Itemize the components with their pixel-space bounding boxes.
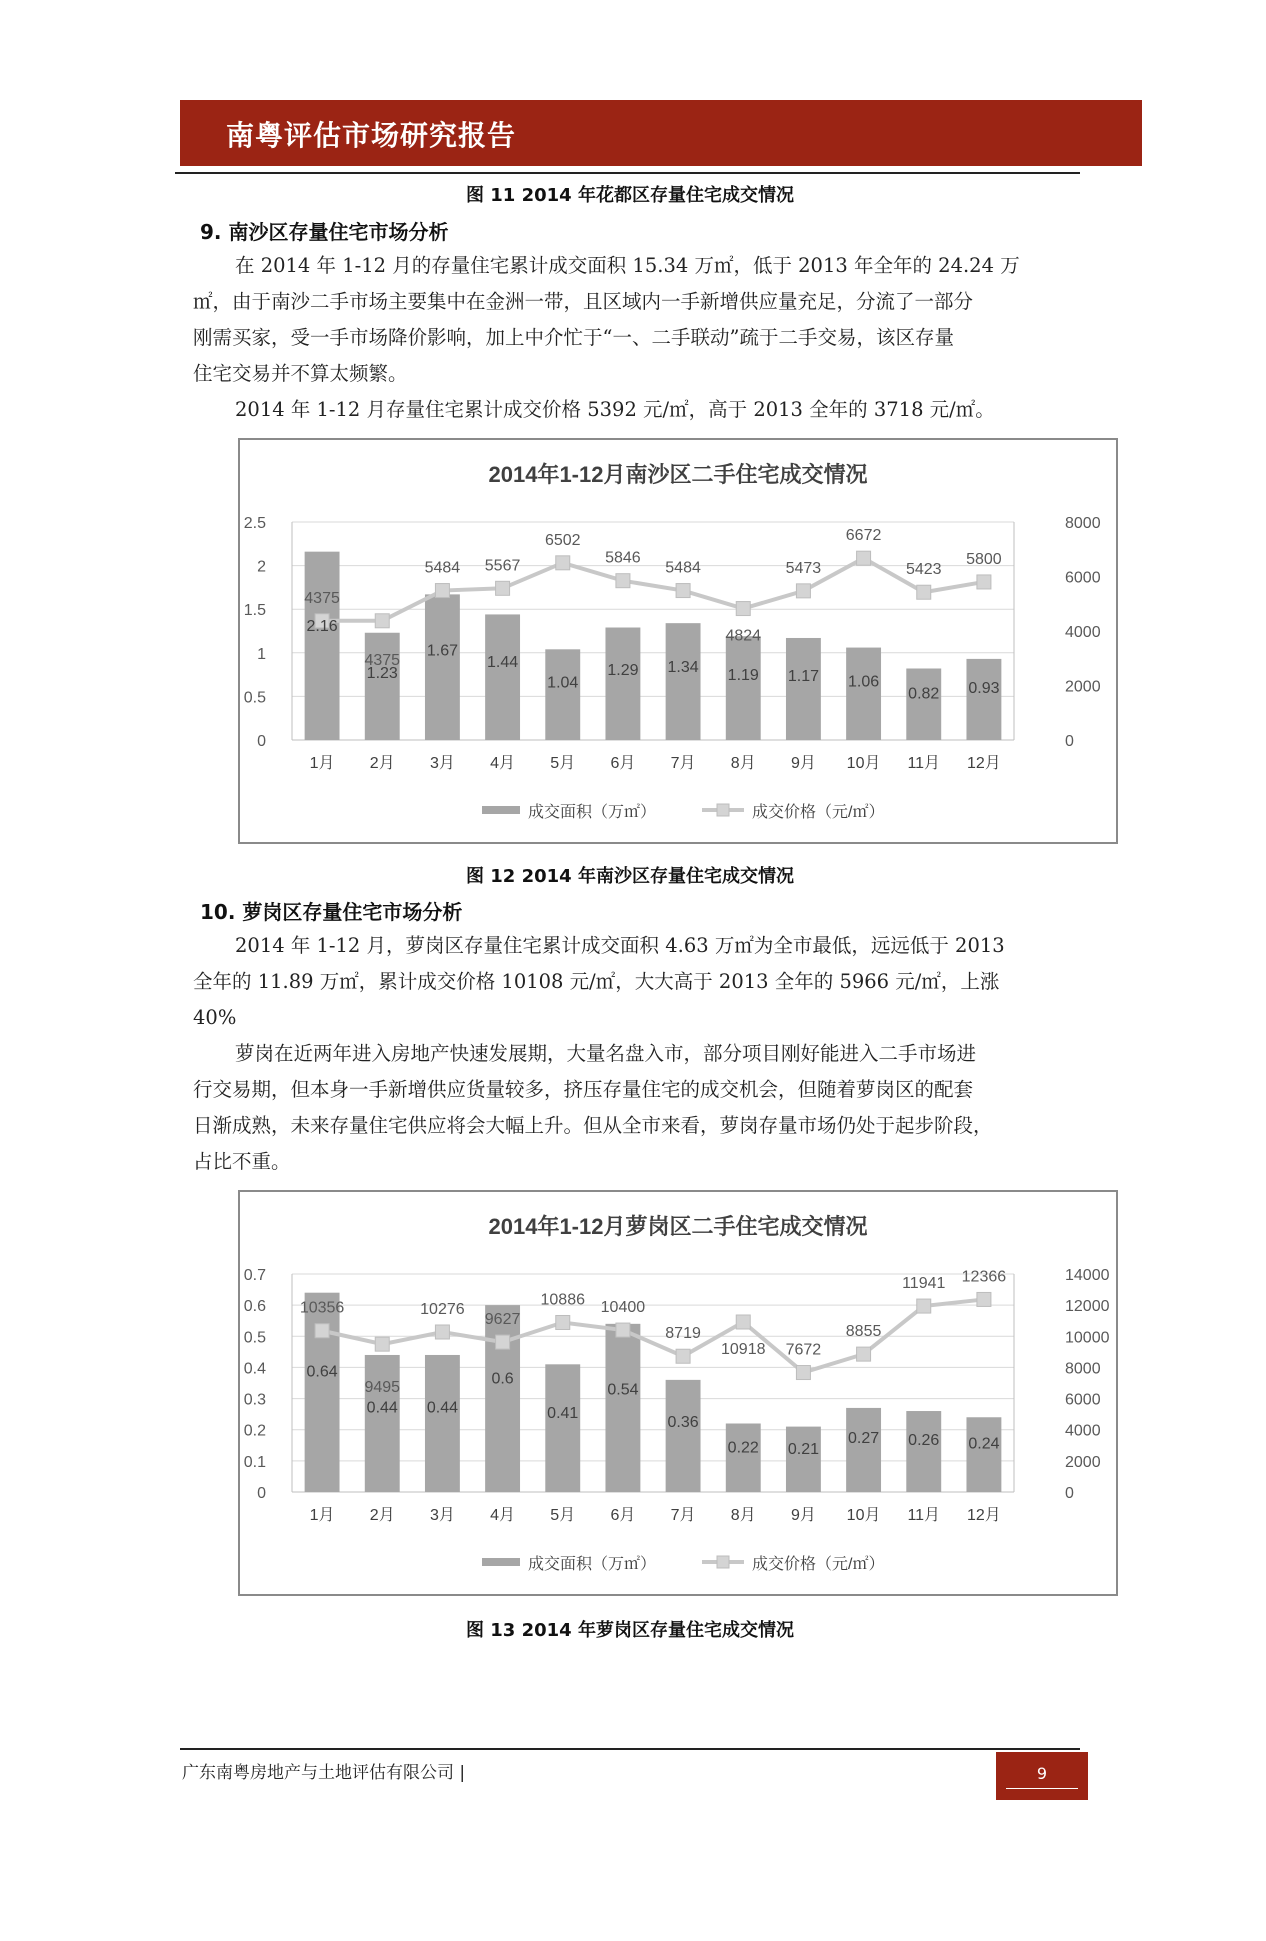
x-tick-label: 9月 (790, 1507, 816, 1524)
line-data-label: 8719 (665, 1325, 701, 1343)
bar-data-label: 0.44 (366, 1399, 398, 1417)
line-data-label: 5484 (424, 559, 461, 577)
line-data-label: 8855 (845, 1323, 882, 1341)
price-point (917, 1299, 931, 1313)
line-data-label: 9495 (364, 1379, 401, 1397)
line-data-label: 4824 (725, 627, 762, 645)
price-point (676, 1349, 690, 1363)
price-point (676, 584, 690, 598)
y-left-tick-label: 1.5 (243, 602, 266, 620)
luogang-chart-canvas (240, 1192, 1116, 1594)
report-header-bar (180, 100, 1142, 166)
line-data-label: 10356 (299, 1299, 345, 1317)
bar (545, 649, 580, 740)
legend-line-label: 成交价格（元/㎡） (752, 1556, 885, 1573)
legend-line-marker (717, 1556, 729, 1568)
y-right-tick-label: 2000 (1065, 678, 1101, 696)
bar-data-label: 0.64 (306, 1363, 338, 1381)
y-left-tick-label: 0.5 (243, 689, 266, 707)
page-number-badge (996, 1752, 1088, 1800)
section-10-p2-line-1: 萝岗在近两年进入房地产快速发展期，大量名盘入市，部分项目刚好能进入二手市场进 (235, 1042, 977, 1065)
bar (906, 1411, 941, 1492)
y-left-tick-label: 0.4 (243, 1360, 266, 1378)
price-point (917, 585, 931, 599)
y-left-tick-label: 0 (257, 733, 266, 750)
price-point (796, 1366, 810, 1380)
y-right-tick-label: 12000 (1065, 1298, 1110, 1316)
line-data-label: 11941 (902, 1275, 946, 1293)
x-tick-label: 11月 (907, 1507, 941, 1524)
line-data-label: 5567 (484, 557, 521, 575)
bar (726, 1423, 761, 1492)
section-9-heading: 9. 南沙区存量住宅市场分析 (200, 220, 449, 244)
section-10-line-3: 40% (193, 1006, 237, 1029)
legend-bar-swatch (482, 1558, 520, 1566)
price-point (796, 584, 810, 598)
bar-data-label: 0.82 (908, 685, 940, 703)
section-10-p2-line-3: 日渐成熟，未来存量住宅供应将会大幅上升。但从全市来看，萝岗存量市场仍处于起步阶段， (193, 1114, 993, 1137)
price-point (496, 1335, 510, 1349)
bar (846, 648, 881, 740)
y-left-tick-label: 0.6 (243, 1298, 266, 1316)
line-data-label: 9627 (484, 1311, 521, 1329)
x-tick-label: 11月 (907, 755, 941, 772)
bar-data-label: 0.21 (787, 1441, 819, 1459)
line-data-label: 4375 (304, 589, 340, 607)
x-tick-label: 12月 (967, 755, 1001, 772)
y-left-tick-label: 0.1 (243, 1453, 266, 1471)
y-left-tick-label: 0.7 (243, 1267, 266, 1284)
section-9-line-1: 在 2014 年 1-12 月的存量住宅累计成交面积 15.34 万㎡，低于 2013 年全年的 24.24 万 (235, 254, 1020, 277)
section-9-paragraph-1 (193, 248, 1073, 392)
x-tick-label: 5月 (550, 755, 576, 772)
line-data-label: 5484 (665, 559, 701, 577)
line-data-label: 5473 (785, 559, 822, 577)
x-tick-label: 6月 (610, 755, 636, 772)
x-tick-label: 1月 (309, 755, 335, 772)
y-right-tick-label: 10000 (1065, 1329, 1110, 1347)
price-point (556, 556, 570, 570)
price-line (322, 558, 984, 621)
bar (365, 1355, 400, 1492)
section-9-line-2: ㎡，由于南沙二手市场主要集中在金洲一带，且区域内一手新增供应量充足，分流了一部分 (193, 290, 974, 313)
price-point (315, 1324, 329, 1338)
bar (545, 1364, 580, 1492)
report-title: 南粤评估市场研究报告 (226, 119, 517, 152)
price-point (496, 581, 510, 595)
y-left-tick-label: 2 (257, 558, 266, 576)
bar-data-label: 1.17 (787, 667, 819, 685)
bar-data-label: 0.41 (547, 1404, 579, 1422)
y-right-tick-label: 8000 (1065, 515, 1101, 532)
x-tick-label: 9月 (790, 755, 816, 772)
x-tick-label: 2月 (369, 1507, 395, 1524)
nansha-chart (238, 438, 1118, 844)
x-tick-label: 7月 (670, 1507, 696, 1524)
y-right-tick-label: 4000 (1065, 624, 1101, 641)
bar-data-label: 0.26 (908, 1432, 940, 1450)
footer-company: 广东南粤房地产与土地评估有限公司 | (182, 1763, 466, 1783)
price-point (857, 551, 871, 565)
price-point (435, 584, 449, 598)
bar (305, 1293, 340, 1492)
price-point (556, 1315, 570, 1329)
bar (846, 1408, 881, 1492)
bar-data-label: 0.22 (727, 1439, 759, 1457)
line-data-label: 10886 (540, 1291, 585, 1309)
price-point (736, 1315, 750, 1329)
chart-title: 2014年1-12月萝岗区二手住宅成交情况 (488, 1214, 868, 1239)
x-tick-label: 8月 (730, 1507, 756, 1524)
price-point (616, 574, 630, 588)
legend-bar-label: 成交面积（万㎡） (528, 804, 657, 821)
bar (485, 1305, 520, 1492)
bar-data-label: 1.34 (667, 659, 699, 677)
bar (966, 1417, 1001, 1492)
legend-bar-swatch (482, 806, 520, 814)
price-point (375, 614, 389, 628)
bar (605, 628, 640, 740)
section-10-line-1: 2014 年 1-12 月，萝岗区存量住宅累计成交面积 4.63 万㎡为全市最低，远远低于 2013 (235, 934, 1005, 957)
x-tick-label: 7月 (670, 755, 696, 772)
bar (425, 1355, 460, 1492)
page-number: 9 (1036, 1764, 1048, 1783)
line-data-label: 5423 (905, 561, 942, 579)
line-data-label: 6502 (544, 531, 581, 549)
x-tick-label: 4月 (490, 1507, 516, 1524)
x-tick-label: 5月 (550, 1507, 576, 1524)
x-tick-label: 1月 (309, 1507, 335, 1524)
y-right-tick-label: 0 (1065, 1485, 1074, 1502)
bar-data-label: 1.67 (426, 642, 458, 660)
bar-data-label: 0.54 (607, 1381, 639, 1399)
bar (666, 623, 701, 740)
x-tick-label: 10月 (846, 1507, 881, 1524)
nansha-chart-canvas (240, 440, 1116, 842)
line-data-label: 10400 (600, 1299, 646, 1317)
header-divider (175, 172, 1080, 174)
price-point (736, 602, 750, 616)
line-data-label: 10918 (721, 1340, 766, 1358)
y-right-tick-label: 6000 (1065, 569, 1101, 587)
bar-data-label: 0.36 (667, 1413, 699, 1431)
section-10-paragraph-1 (193, 928, 1073, 1036)
y-right-tick-label: 8000 (1065, 1360, 1101, 1378)
x-tick-label: 10月 (846, 755, 881, 772)
price-point (977, 1292, 991, 1306)
line-data-label: 10276 (420, 1300, 465, 1318)
bar (966, 659, 1001, 740)
legend-line-label: 成交价格（元/㎡） (752, 804, 885, 821)
footer-divider (180, 1748, 1080, 1750)
bar-data-label: 0.6 (491, 1370, 514, 1388)
bar-data-label: 0.44 (426, 1399, 458, 1417)
line-data-label: 12366 (961, 1268, 1007, 1286)
bar (485, 614, 520, 740)
y-left-tick-label: 0.3 (243, 1391, 266, 1409)
figure-12-caption: 图 12 2014 年南沙区存量住宅成交情况 (466, 866, 794, 887)
bar (666, 1380, 701, 1492)
x-tick-label: 8月 (730, 755, 756, 772)
line-data-label: 4375 (364, 651, 401, 669)
y-left-tick-label: 0.5 (243, 1329, 266, 1347)
y-right-tick-label: 6000 (1065, 1391, 1101, 1409)
section-9-line-3: 刚需买家，受一手市场降价影响，加上中介忙于“一、二手联动”疏于二手交易，该区存量 (193, 326, 954, 349)
bar (365, 633, 400, 740)
bar (605, 1324, 640, 1492)
line-data-label: 6672 (845, 527, 882, 545)
bar (305, 552, 340, 740)
price-point (857, 1347, 871, 1361)
chart-title: 2014年1-12月南沙区二手住宅成交情况 (488, 462, 868, 487)
y-left-tick-label: 0 (257, 1485, 266, 1502)
bar-data-label: 2.16 (306, 617, 338, 635)
bar-data-label: 0.93 (968, 679, 1000, 697)
bar-data-label: 1.29 (607, 661, 639, 679)
price-point (435, 1325, 449, 1339)
line-data-label: 5846 (605, 549, 641, 567)
x-tick-label: 4月 (490, 755, 516, 772)
bar (425, 594, 460, 740)
bar (906, 668, 941, 740)
x-tick-label: 2月 (369, 755, 395, 772)
y-right-tick-label: 4000 (1065, 1422, 1101, 1440)
luogang-chart (238, 1190, 1118, 1596)
figure-13-caption: 图 13 2014 年萝岗区存量住宅成交情况 (466, 1620, 794, 1641)
bar-data-label: 1.04 (547, 674, 579, 692)
legend-line-marker (717, 804, 729, 816)
y-left-tick-label: 1 (257, 645, 266, 663)
line-data-label: 7672 (785, 1341, 822, 1359)
y-right-tick-label: 0 (1065, 733, 1074, 750)
price-point (375, 1337, 389, 1351)
section-9-line-4: 住宅交易并不算太频繁。 (193, 362, 408, 385)
price-point (616, 1323, 630, 1337)
line-data-label: 5800 (966, 550, 1002, 568)
figure-11-caption: 图 11 2014 年花都区存量住宅成交情况 (466, 185, 794, 206)
y-left-tick-label: 2.5 (243, 515, 266, 532)
x-tick-label: 12月 (967, 1507, 1001, 1524)
bar-data-label: 1.44 (487, 654, 519, 672)
x-tick-label: 3月 (429, 755, 455, 772)
page-number-underline (1006, 1788, 1078, 1789)
y-right-tick-label: 14000 (1065, 1267, 1110, 1284)
bar-data-label: 1.23 (366, 664, 398, 682)
bar (786, 1427, 821, 1492)
bar-data-label: 0.24 (968, 1435, 1000, 1453)
section-9-paragraph-2: 2014 年 1-12 月存量住宅累计成交价格 5392 元/㎡，高于 2013 全年的 3718 元/㎡。 (235, 398, 995, 421)
legend-bar-label: 成交面积（万㎡） (528, 1556, 657, 1573)
y-right-tick-label: 2000 (1065, 1453, 1101, 1471)
section-10-p2-line-4: 占比不重。 (193, 1150, 291, 1173)
x-tick-label: 6月 (610, 1507, 636, 1524)
bar-data-label: 1.06 (848, 673, 880, 691)
bar (726, 636, 761, 740)
section-10-p2-line-2: 行交易期，但本身一手新增供应货量较多，挤压存量住宅的成交机会，但随着萝岗区的配套 (193, 1078, 974, 1101)
bar-data-label: 1.19 (727, 666, 759, 684)
section-10-paragraph-2 (193, 1036, 1073, 1180)
bar-data-label: 0.27 (848, 1430, 880, 1448)
y-left-tick-label: 0.2 (243, 1422, 266, 1440)
section-10-line-2: 全年的 11.89 万㎡，累计成交价格 10108 元/㎡，大大高于 2013 全年的 5966 元/㎡，上涨 (193, 970, 1000, 993)
price-point (977, 575, 991, 589)
x-tick-label: 3月 (429, 1507, 455, 1524)
bar (786, 638, 821, 740)
section-10-heading: 10. 萝岗区存量住宅市场分析 (200, 900, 463, 924)
